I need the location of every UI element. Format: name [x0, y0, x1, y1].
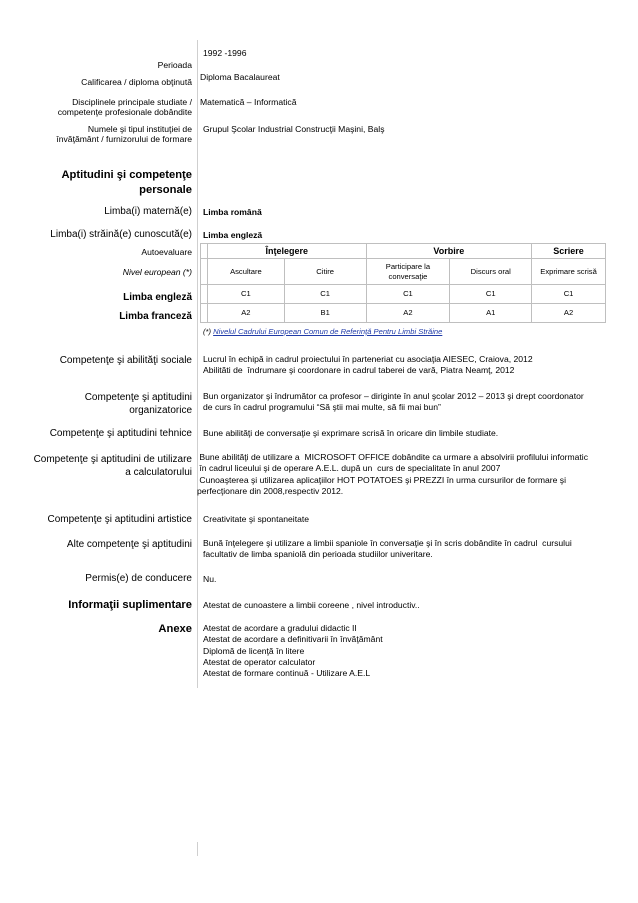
level-cell: C1 — [532, 285, 606, 304]
table-cell-spacer — [201, 285, 208, 304]
table-subheader-row — [201, 259, 606, 285]
list-item: Diplomă de licenţă în litere — [203, 645, 305, 656]
header-writing: Scriere — [532, 244, 606, 259]
driving-license-label: Permis(e) de conducere — [85, 573, 192, 584]
annexes-label: Anexe — [158, 623, 192, 635]
additional-info-label: Informaţii suplimentare — [68, 599, 192, 611]
computer-skills-label: Competenţe şi aptitudini de utilizare a calculatorului — [33, 454, 192, 478]
lang-row-label-french: Limba franceză — [119, 311, 192, 322]
organizational-skills-value: Bun organizator şi îndrumător ca profesor – diriginte în anul şcolar 2012 – 2013 şi drept coordonator de curs în cadrul programului “Să ştii mai multe, să fii mai bun” — [203, 391, 584, 413]
column-divider — [197, 40, 198, 688]
subheader-oral: Discurs oral — [450, 259, 532, 285]
self-assessment-label: Autoevaluare — [141, 247, 192, 257]
subheader-reading: Citire — [284, 259, 366, 285]
list-item: Atestat de acordare a definitivarii în învăţământ — [203, 634, 383, 645]
table-cell-spacer — [201, 304, 208, 323]
artistic-skills-value: Creativitate şi spontaneitate — [203, 514, 310, 524]
note-prefix: (*) — [203, 327, 214, 336]
social-skills-value: Lucrul în echipă in cadrul proiectului în parteneriat cu asociaţia AIESEC, Craiova, 2012 Abilităti de îndrumare şi coordonare in cadrul taberei de vară, Piatra Neamţ, 2012 — [203, 354, 533, 376]
level-cell: A2 — [207, 304, 284, 323]
subheader-listening: Ascultare — [207, 259, 284, 285]
subjects-label: Disciplinele principale studiate / competenţe profesionale dobândite — [57, 97, 192, 118]
technical-skills-value: Bune abilităţi de conversaţie şi exprimare scrisă în oricare din limbile studiate. — [203, 428, 499, 438]
mother-tongue-value: Limba română — [203, 207, 262, 217]
list-item: Atestat de formare continuă - Utilizare A.E.L — [203, 668, 371, 679]
organizational-skills-label: Competenţe şi aptitudini organizatorice — [84, 392, 192, 416]
other-skills-label: Alte competenţe şi aptitudini — [66, 539, 192, 550]
level-cell: B1 — [284, 304, 366, 323]
subheader-writing: Exprimare scrisă — [532, 259, 606, 285]
driving-license-value: Nu. — [203, 574, 217, 584]
list-item: Atestat de operator calculator — [203, 657, 316, 668]
lang-row-label-english: Limba engleză — [123, 292, 192, 303]
column-divider-bottom — [197, 842, 198, 856]
header-understanding: Înţelegere — [207, 244, 366, 259]
computer-skills-value: Bune abilităţi de utilizare a MICROSOFT OFFICE dobândite ca urmare a absolvirii profilului informatic în cadrul liceului şi de operare A.E.L. după un curs de specialitate în anul 2007 Cunoaşterea şi utilizarea aplicaţiilor HOT POTATOES şi PREZZI în urma cursurilor de formare şi perfecţionare din 2008,respectiv 2012. — [197, 452, 589, 497]
foreign-language-label: Limba(i) străină(e) cunoscută(e) — [50, 229, 192, 240]
personal-skills-heading: Aptitudini şi competenţe personale — [61, 169, 192, 196]
technical-skills-label: Competenţe şi aptitudini tehnice — [49, 428, 192, 439]
annexes-list — [203, 623, 383, 680]
mother-tongue-label: Limba(i) maternă(e) — [104, 206, 192, 217]
institution-value: Grupul Şcolar Industrial Construcţii Maşini, Balş — [203, 124, 385, 134]
cefr-link[interactable]: Nivelul Cadrului European Comun de Referinţă Pentru Limbi Străine — [213, 327, 443, 336]
level-cell: A1 — [450, 304, 532, 323]
additional-info-value: Atestat de cunoastere a limbii coreene , nivel introductiv.. — [203, 600, 420, 610]
european-level-label: Nivel european (*) — [122, 267, 192, 277]
foreign-language-value: Limba engleză — [203, 230, 263, 240]
qualification-label: Calificarea / diploma obţinută — [81, 77, 192, 87]
table-header-row — [201, 244, 606, 259]
period-value: 1992 -1996 — [203, 48, 247, 58]
level-cell: C1 — [366, 285, 450, 304]
level-cell: A2 — [366, 304, 450, 323]
subjects-value: Matematică – Informatică — [200, 97, 297, 107]
subheader-conversation: Participare la conversaţie — [366, 259, 450, 285]
institution-label: Numele şi tipul instituţiei de învăţământ / furnizorului de formare — [56, 124, 192, 145]
cefr-note — [203, 327, 442, 336]
table-cell-spacer — [201, 244, 208, 259]
social-skills-label: Competenţe şi abilităţi sociale — [59, 355, 192, 366]
header-speaking: Vorbire — [366, 244, 532, 259]
table-cell-spacer — [201, 259, 208, 285]
level-cell: C1 — [450, 285, 532, 304]
table-row — [201, 304, 606, 323]
level-cell: C1 — [207, 285, 284, 304]
table-row — [201, 285, 606, 304]
list-item: Atestat de acordare a gradului didactic II — [203, 623, 357, 633]
level-cell: A2 — [532, 304, 606, 323]
other-skills-value: Bună înţelegere şi utilizare a limbii spaniole în conversaţie şi în scris dobândite în cadrul cursului facultativ de limba spaniolă din perioada studiilor univeritare. — [203, 538, 572, 560]
qualification-value: Diploma Bacalaureat — [200, 72, 280, 82]
period-label: Perioada — [157, 60, 192, 70]
artistic-skills-label: Competenţe şi aptitudini artistice — [47, 514, 192, 525]
level-cell: C1 — [284, 285, 366, 304]
language-levels-table — [200, 243, 606, 323]
